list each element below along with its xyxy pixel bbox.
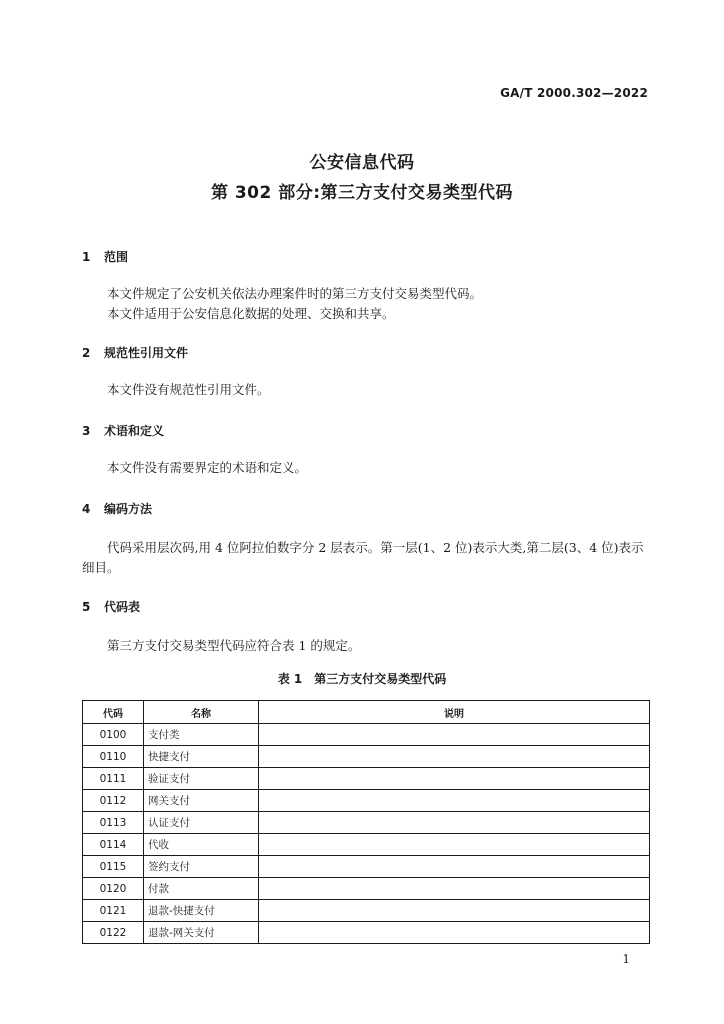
section-title: 编码方法	[104, 502, 153, 516]
table-row	[83, 790, 650, 812]
table-row	[83, 922, 650, 944]
section-number: 1	[82, 250, 91, 264]
table-row	[83, 834, 650, 856]
cell-name: 退款-快捷支付	[144, 900, 259, 922]
document-code: GA/T 2000.302—2022	[500, 86, 648, 100]
cell-description	[259, 834, 650, 856]
section-number: 5	[82, 600, 91, 614]
cell-code: 0121	[83, 900, 144, 922]
section-heading-code-table	[82, 598, 140, 615]
table-row	[83, 768, 650, 790]
cell-code: 0110	[83, 746, 144, 768]
section-heading-scope	[82, 248, 128, 265]
cell-code: 0114	[83, 834, 144, 856]
cell-name: 代收	[144, 834, 259, 856]
cell-name: 验证支付	[144, 768, 259, 790]
cell-description	[259, 724, 650, 746]
column-header-description: 说明	[259, 701, 650, 724]
cell-name: 退款-网关支付	[144, 922, 259, 944]
table-row	[83, 856, 650, 878]
cell-code: 0100	[83, 724, 144, 746]
cell-description	[259, 768, 650, 790]
paragraph: 第三方支付交易类型代码应符合表 1 的规定。	[107, 638, 361, 653]
section-title: 范围	[104, 250, 129, 264]
table-row	[83, 724, 650, 746]
code-table	[82, 700, 650, 944]
paragraph: 本文件没有规范性引用文件。	[107, 382, 270, 397]
cell-name: 认证支付	[144, 812, 259, 834]
document-title: 公安信息代码	[309, 153, 415, 173]
cell-code: 0122	[83, 922, 144, 944]
cell-description	[259, 746, 650, 768]
cell-name: 付款	[144, 878, 259, 900]
cell-name: 签约支付	[144, 856, 259, 878]
paragraph: 本文件适用于公安信息化数据的处理、交换和共享。	[107, 306, 395, 321]
cell-description	[259, 878, 650, 900]
section-number: 4	[82, 502, 91, 516]
cell-name: 快捷支付	[144, 746, 259, 768]
cell-description	[259, 790, 650, 812]
column-header-name: 名称	[144, 701, 259, 724]
cell-description	[259, 922, 650, 944]
cell-code: 0111	[83, 768, 144, 790]
section-title: 规范性引用文件	[104, 346, 189, 360]
document-subtitle: 第 302 部分:第三方支付交易类型代码	[210, 183, 514, 203]
cell-description	[259, 812, 650, 834]
cell-code: 0113	[83, 812, 144, 834]
table-row	[83, 900, 650, 922]
section-heading-normative-references	[82, 344, 188, 361]
paragraph: 本文件没有需要界定的术语和定义。	[107, 460, 308, 475]
table-row	[83, 746, 650, 768]
cell-name: 支付类	[144, 724, 259, 746]
cell-code: 0115	[83, 856, 144, 878]
column-header-code: 代码	[83, 701, 144, 724]
section-number: 2	[82, 346, 91, 360]
section-title: 代码表	[104, 600, 141, 614]
paragraph: 代码采用层次码,用 4 位阿拉伯数字分 2 层表示。第一层(1、2 位)表示大类,第二层(3、4 位)表示细目。	[82, 540, 644, 575]
cell-description	[259, 900, 650, 922]
section-number: 3	[82, 424, 91, 438]
section-title: 术语和定义	[104, 424, 165, 438]
cell-code: 0120	[83, 878, 144, 900]
section-heading-terms	[82, 422, 164, 439]
cell-code: 0112	[83, 790, 144, 812]
table-title: 表 1 第三方支付交易类型代码	[277, 672, 447, 686]
cell-description	[259, 856, 650, 878]
table-header-row	[83, 701, 650, 724]
table-row	[83, 812, 650, 834]
page-number: 1	[622, 952, 630, 966]
section-heading-coding-method	[82, 500, 152, 517]
table-row	[83, 878, 650, 900]
paragraph: 本文件规定了公安机关依法办理案件时的第三方支付交易类型代码。	[107, 286, 483, 301]
cell-name: 网关支付	[144, 790, 259, 812]
